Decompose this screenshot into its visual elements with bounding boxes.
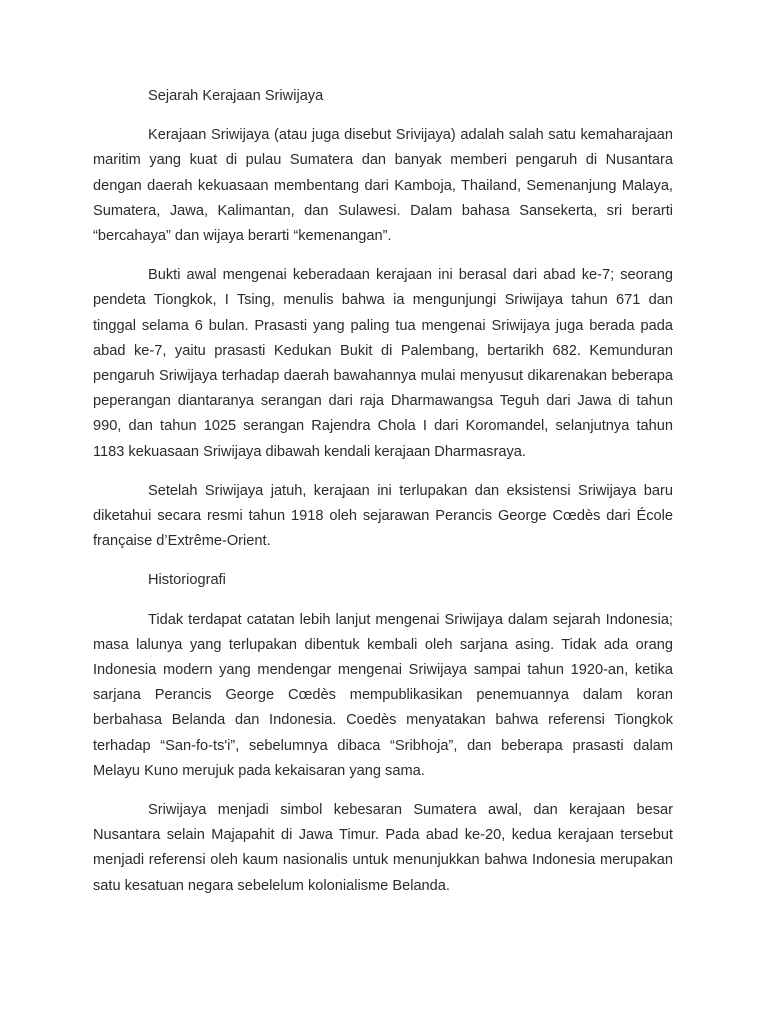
paragraph-symbol: Sriwijaya menjadi simbol kebesaran Sumatera awal, dan kerajaan besar Nusantara selain Majapahit di Jawa Timur. Pada abad ke-20, kedua kerajaan tersebut menjadi referensi oleh kaum nasionalis untuk menunjukkan bahwa Indonesia merupakan satu kesatuan negara sebelelum kolonialisme Belanda.	[93, 802, 673, 894]
paragraph-evidence: Bukti awal mengenai keberadaan kerajaan ini berasal dari abad ke-7; seorang pendeta Tiongkok, I Tsing, menulis bahwa ia mengunjungi Sriwijaya tahun 671 dan tinggal selama 6 bulan. Prasasti yang paling tua mengenai Sriwijaya juga berada pada abad ke-7, yaitu prasasti Kedukan Bukit di Palembang, bertarikh 682. Kemunduran pengaruh Sriwijaya terhadap daerah bawahannya mulai menyusut dikarenakan beberapa peperangan diantaranya serangan dari raja Dharmawangsa Teguh dari Jawa di tahun 990, dan tahun 1025 serangan Rajendra Chola I dari Koromandel, selanjutnya tahun 1183 kekuasaan Sriwijaya dibawah kendali kerajaan Dharmasraya.	[93, 267, 673, 460]
section-heading-historiografi: Historiografi	[148, 572, 226, 589]
paragraph-intro: Kerajaan Sriwijaya (atau juga disebut Srivijaya) adalah salah satu kemaharajaan maritim yang kuat di pulau Sumatera dan banyak memberi pengaruh di Nusantara dengan daerah kekuasaan membentang dari Kamboja, Thailand, Semenanjung Malaya, Sumatera, Jawa, Kalimantan, dan Sulawesi. Dalam bahasa Sansekerta, sri berarti “bercahaya” dan wijaya berarti “kemenangan”.	[93, 127, 673, 245]
document-body	[93, 84, 673, 913]
paragraph-historiography: Tidak terdapat catatan lebih lanjut mengenai Sriwijaya dalam sejarah Indonesia; masa lalunya yang terlupakan dibentuk kembali oleh sarjana asing. Tidak ada orang Indonesia modern yang mendengar mengenai Sriwijaya sampai tahun 1920-an, ketika sarjana Perancis George Cœdès mempublikasikan penemuannya dalam koran berbahasa Belanda dan Indonesia. Coedès menyatakan bahwa referensi Tiongkok terhadap “San-fo-ts'i”, sebelumnya dibaca “Sribhoja”, dan beberapa prasasti dalam Melayu Kuno merujuk pada kekaisaran yang sama.	[93, 611, 673, 779]
document-title: Sejarah Kerajaan Sriwijaya	[148, 88, 324, 104]
paragraph-fall: Setelah Sriwijaya jatuh, kerajaan ini terlupakan dan eksistensi Sriwijaya baru diketahui secara resmi tahun 1918 oleh sejarawan Perancis George Cœdès dari École française d’Extrême-Orient.	[93, 482, 673, 550]
